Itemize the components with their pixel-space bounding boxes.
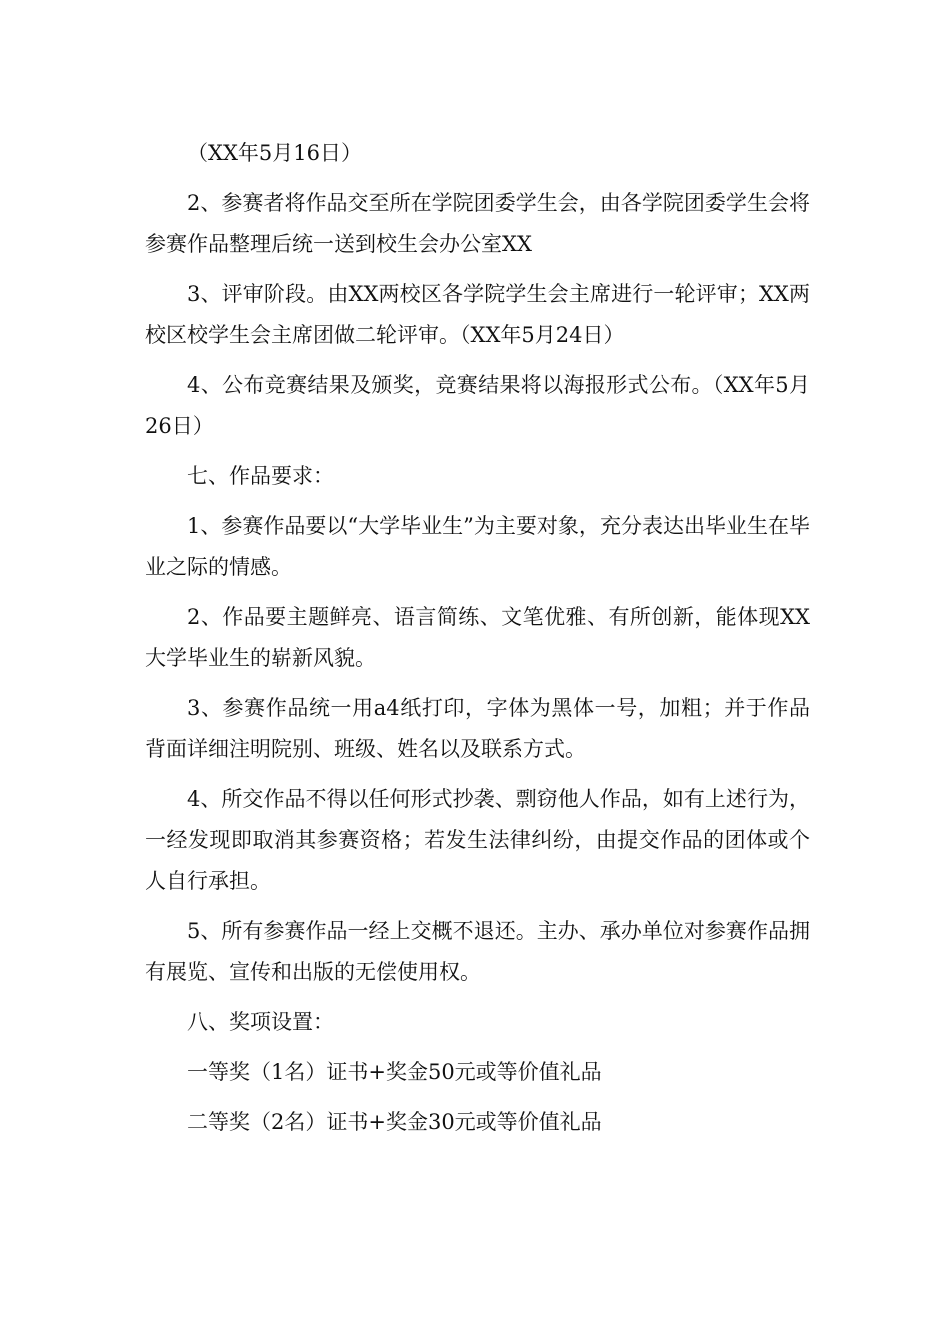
section-heading-awards: 八、奖项设置： (187, 1010, 334, 1034)
paragraph-submission: 2、参赛者将作品交至所在学院团委学生会，由各学院团委学生会将参赛作品整理后统一送到校生会办公室XX (145, 191, 810, 256)
paragraph-requirement-4: 4、所交作品不得以任何形式抄袭、剽窃他人作品，如有上述行为，一经发现即取消其参赛资格；若发生法律纠纷，由提交作品的团体或个人自行承担。 (145, 787, 810, 893)
paragraph-requirement-5: 5、所有参赛作品一经上交概不退还。主办、承办单位对参赛作品拥有展览、宣传和出版的无偿使用权。 (145, 919, 810, 984)
award-first-prize: 一等奖（1名）证书+奖金50元或等价值礼品 (187, 1060, 602, 1084)
paragraph-requirement-3: 3、参赛作品统一用a4纸打印，字体为黑体一号，加粗；并于作品背面详细注明院别、班级、姓名以及联系方式。 (145, 696, 810, 761)
paragraph-requirement-2: 2、作品要主题鲜亮、语言简练、文笔优雅、有所创新，能体现XX大学毕业生的崭新风貌。 (145, 605, 810, 670)
section-heading-requirements: 七、作品要求： (187, 464, 334, 488)
paragraph-results-announcement: 4、公布竞赛结果及颁奖，竞赛结果将以海报形式公布。（XX年5月26日） (145, 373, 810, 438)
paragraph-date-may-16: （XX年5月16日） (187, 141, 362, 165)
paragraph-requirement-1: 1、参赛作品要以“大学毕业生”为主要对象，充分表达出毕业生在毕业之际的情感。 (145, 514, 810, 579)
award-second-prize: 二等奖（2名）证书+奖金30元或等价值礼品 (187, 1110, 602, 1134)
document-body (145, 133, 810, 1152)
paragraph-review-stage: 3、评审阶段。由XX两校区各学院学生会主席进行一轮评审；XX两校区校学生会主席团做二轮评审。（XX年5月24日） (145, 282, 810, 347)
